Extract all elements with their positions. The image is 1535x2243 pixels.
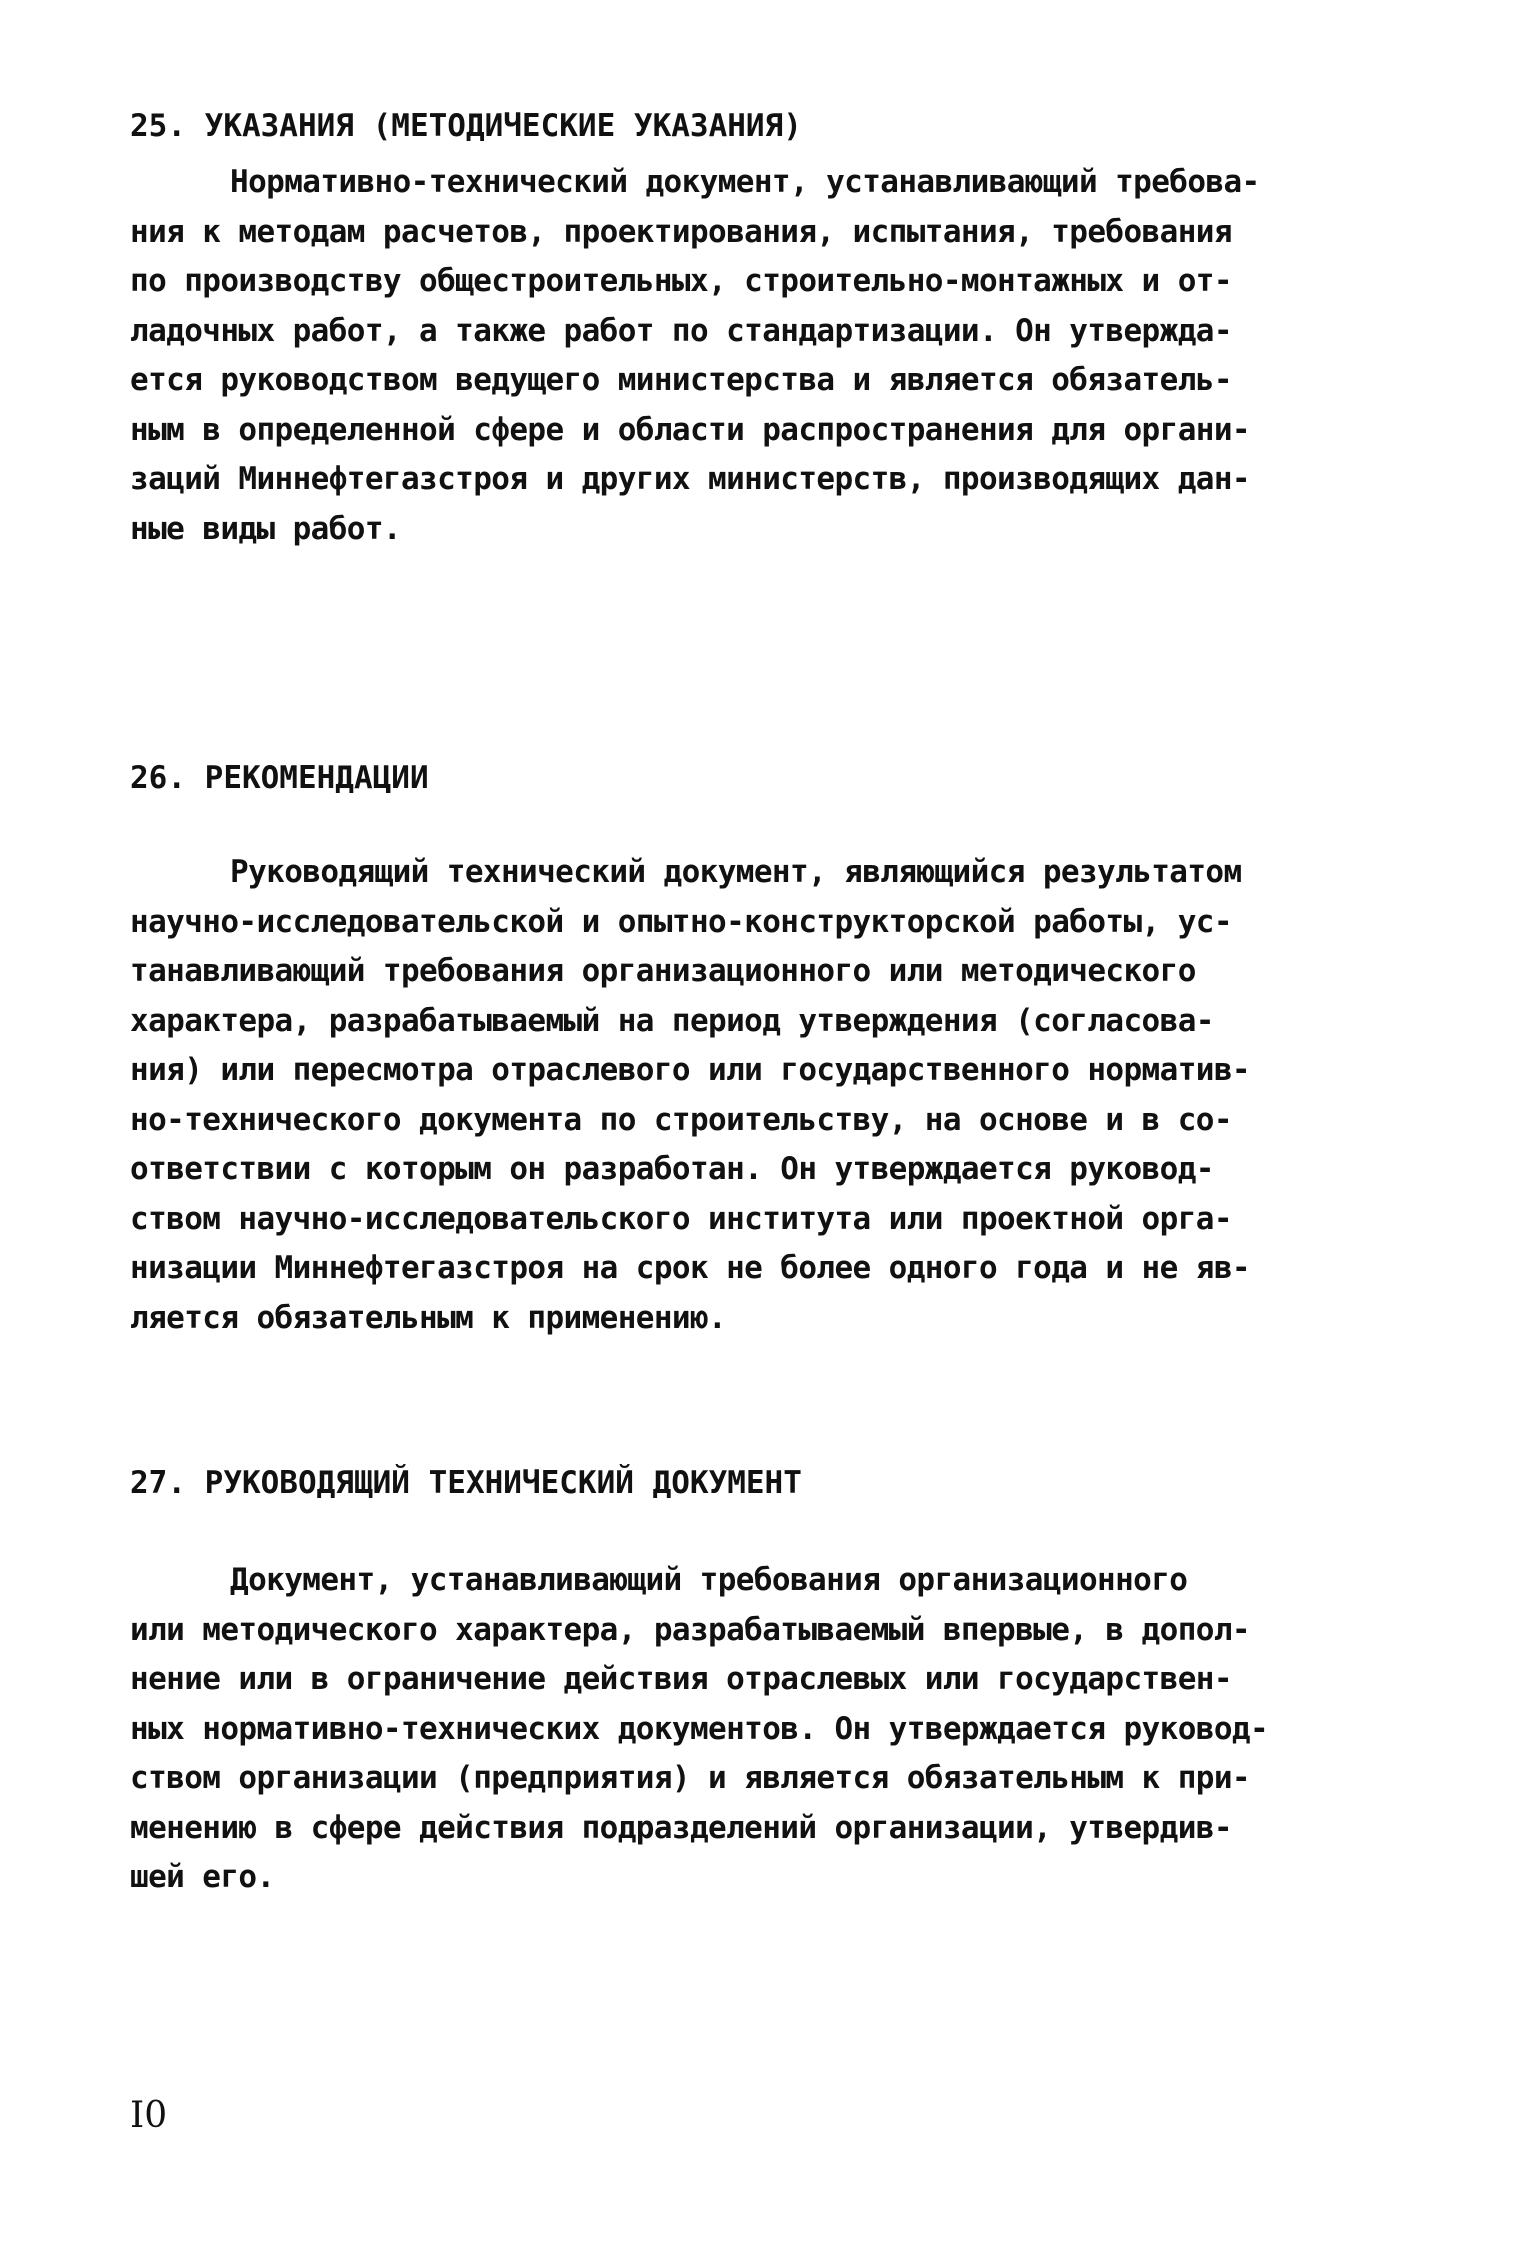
- section-25-line-3: по производству общестроительных, строительно-монтажных и от-: [130, 263, 1232, 299]
- section-26-line-6: но-технического документа по строительству, на основе и в со-: [130, 1101, 1232, 1138]
- section-27-line-2: или методического характера, разрабатываемый впервые, в допол-: [130, 1611, 1250, 1648]
- section-25-line-4: ладочных работ, а также работ по стандартизации. Он утвержда-: [130, 312, 1232, 349]
- section-27-body: [130, 1556, 1420, 1903]
- section-27-line-3: нение или в ограничение действия отраслевых или государствен-: [130, 1661, 1232, 1697]
- section-25-line-6: ным в определенной сфере и области распространения для органи-: [130, 411, 1250, 448]
- section-27-line-7: шей его.: [130, 1859, 275, 1895]
- section-26-line-1: Руководящий технический документ, являющийся результатом: [230, 854, 1242, 890]
- section-27-heading: 27. РУКОВОДЯЩИЙ ТЕХНИЧЕСКИЙ ДОКУМЕНТ: [130, 1465, 802, 1501]
- section-25-heading: 25. УКАЗАНИЯ (МЕТОДИЧЕСКИЕ УКАЗАНИЯ): [130, 108, 802, 144]
- section-26-line-10: ляется обязательным к применению.: [130, 1299, 727, 1336]
- section-26-line-5: ния) или пересмотра отраслевого или государственного норматив-: [130, 1052, 1250, 1088]
- section-27-line-5: ством организации (предприятия) и является обязательным к при-: [130, 1760, 1250, 1796]
- section-26-line-9: низации Миннефтегазстроя на срок не более одного года и не яв-: [130, 1250, 1250, 1286]
- section-26-line-7: ответствии с которым он разработан. Он утверждается руковод-: [130, 1151, 1214, 1187]
- section-25-body: [130, 158, 1420, 554]
- section-26-line-8: ством научно-исследовательского института или проектной орга-: [130, 1200, 1232, 1237]
- section-26-heading: 26. РЕКОМЕНДАЦИИ: [130, 760, 429, 796]
- section-25-line-5: ется руководством ведущего министерства и является обязатель-: [130, 362, 1232, 398]
- section-25-line-2: ния к методам расчетов, проектирования, испытания, требования: [130, 213, 1232, 250]
- section-27-line-4: ных нормативно-технических документов. Он утверждается руковод-: [130, 1710, 1269, 1747]
- section-25-line-7: заций Миннефтегазстроя и других министерств, производящих дан-: [130, 461, 1250, 497]
- section-26-line-2: научно-исследовательской и опытно-конструкторской работы, ус-: [130, 903, 1232, 940]
- section-26-line-4: характера, разрабатываемый на период утверждения (согласова-: [130, 1002, 1214, 1039]
- section-25-line-8: ные виды работ.: [130, 510, 401, 547]
- page-number: I0: [130, 2095, 168, 2136]
- section-26-line-3: танавливающий требования организационного или методического: [130, 953, 1196, 989]
- section-26-body: [130, 848, 1420, 1343]
- section-25-line-1: Нормативно-технический документ, устанавливающий требова-: [230, 164, 1260, 200]
- section-27-line-1: Документ, устанавливающий требования организационного: [230, 1562, 1188, 1598]
- section-27-line-6: менению в сфере действия подразделений организации, утвердив-: [130, 1809, 1232, 1846]
